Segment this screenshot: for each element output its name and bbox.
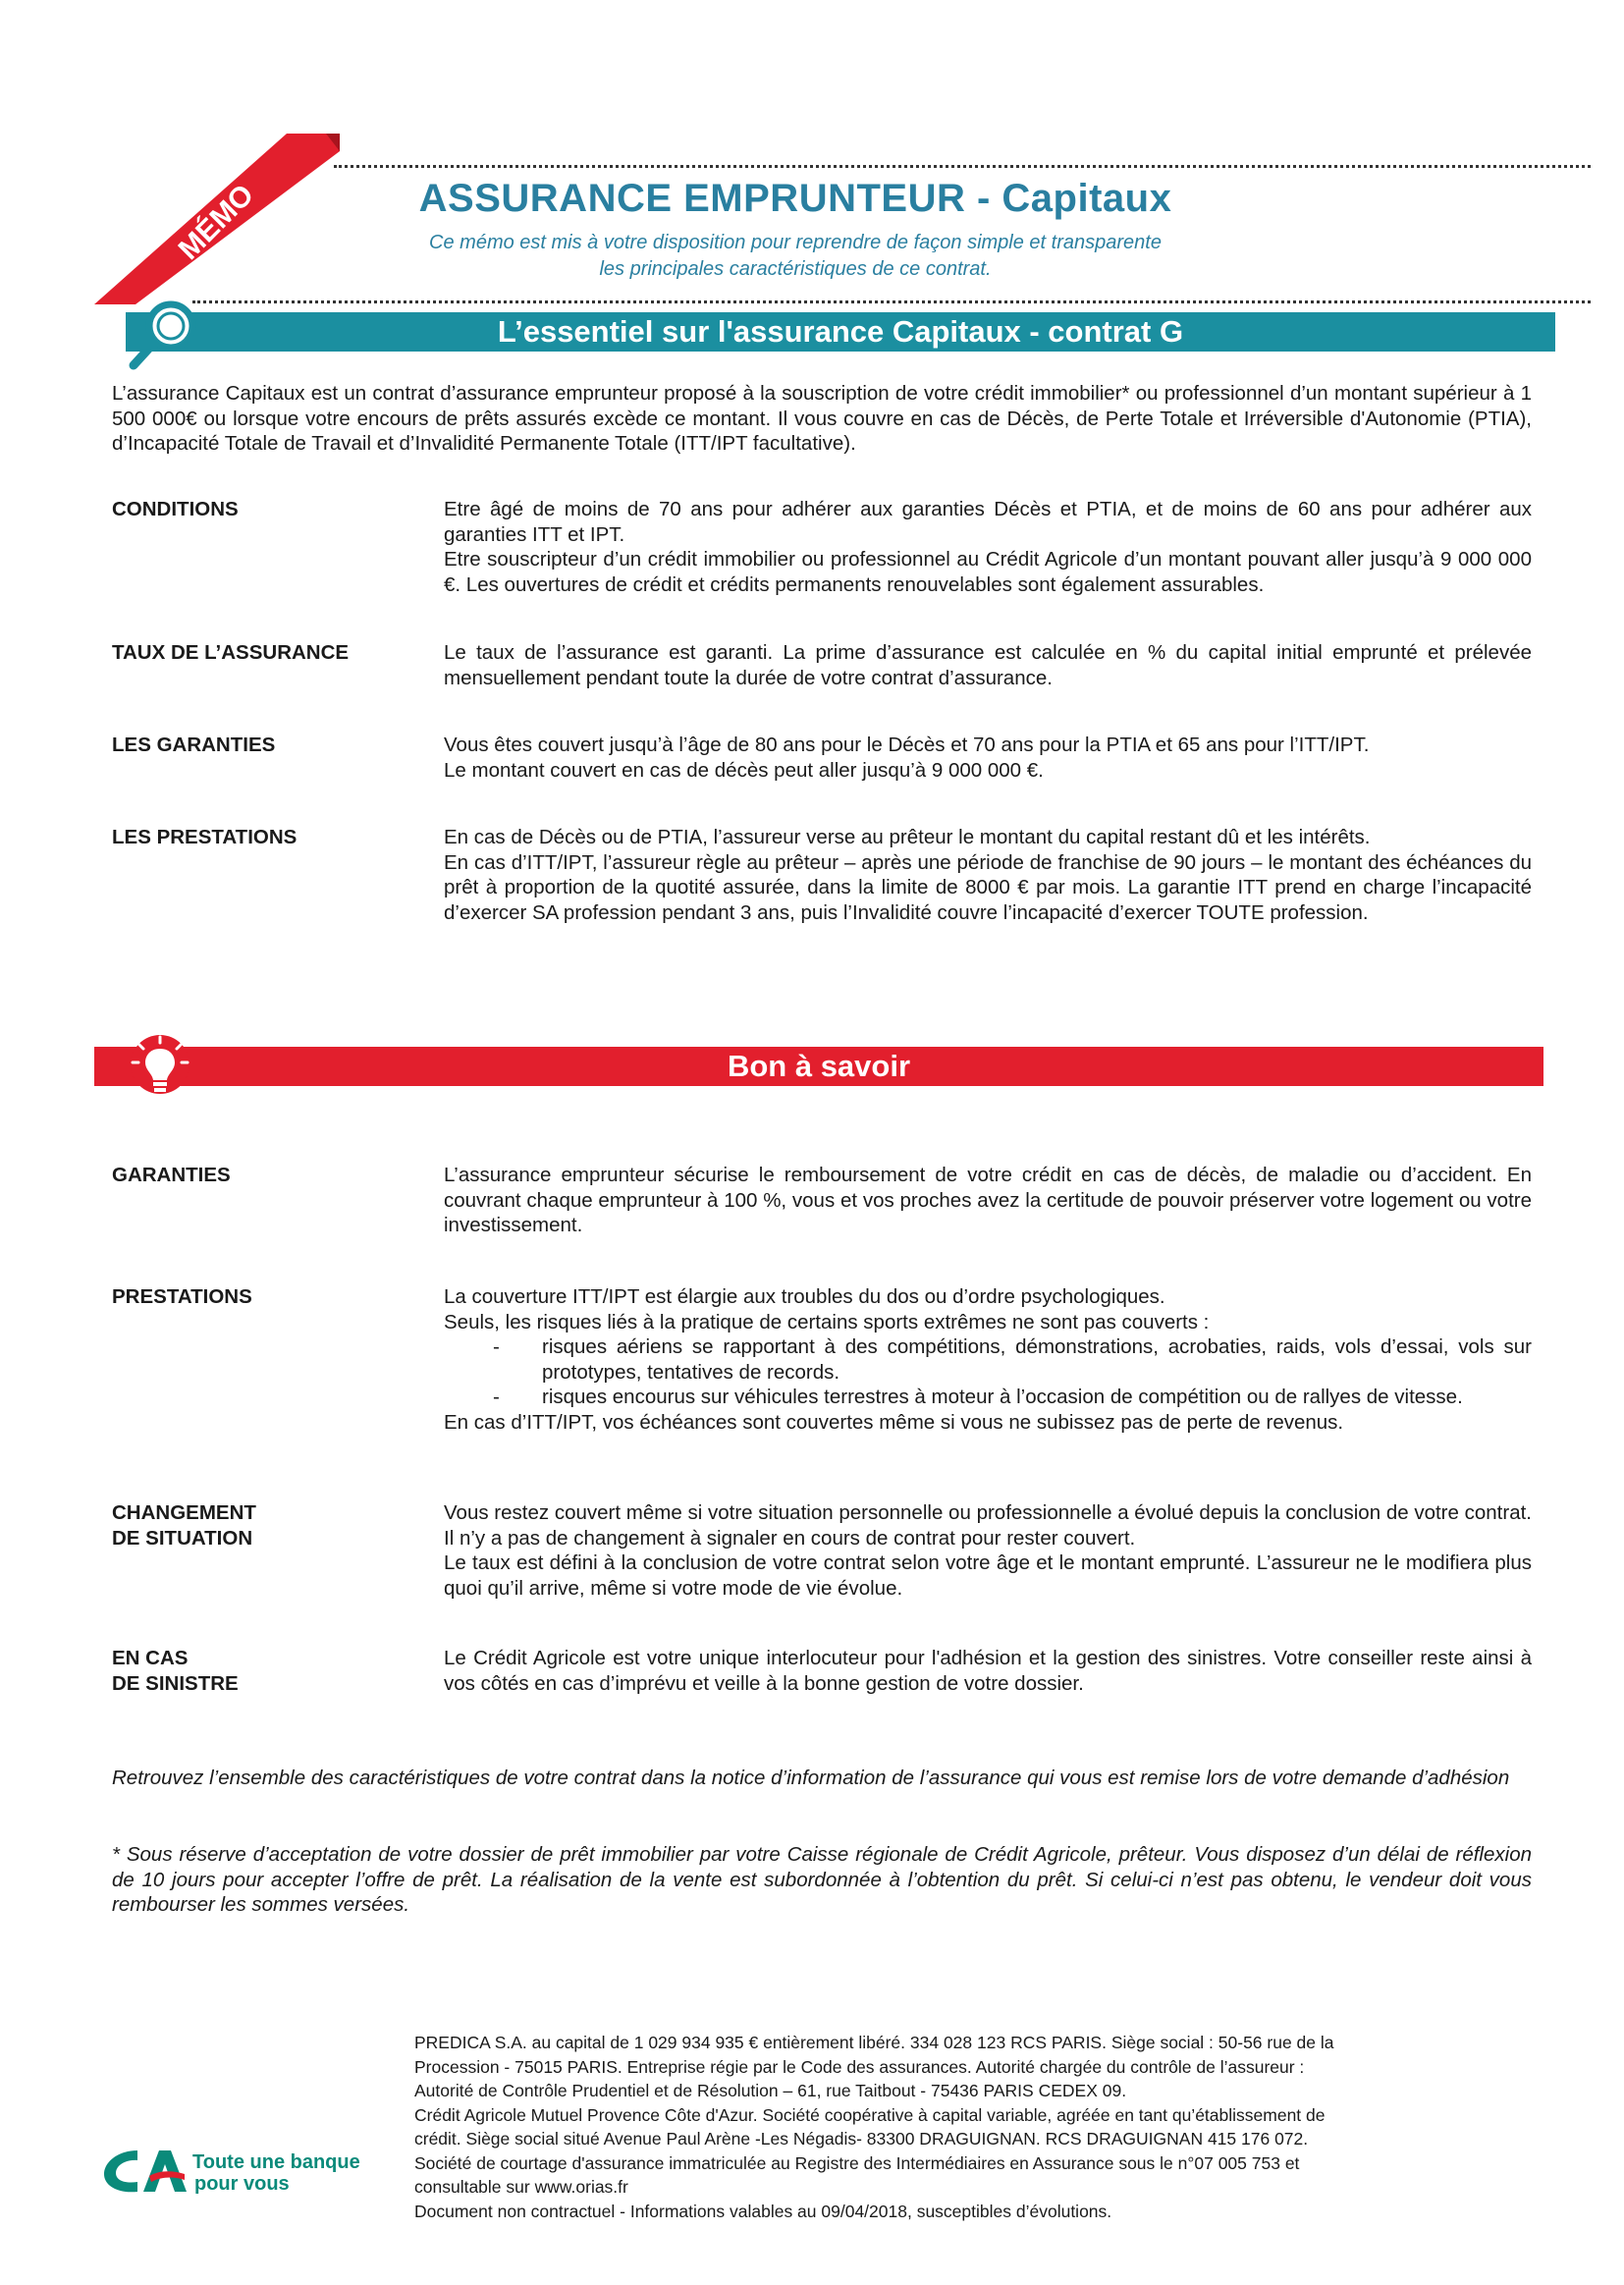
changement-line: Le taux est défini à la conclusion de votre contrat selon votre âge et le montant emprunté. L’assureur ne le modifiera plus quoi qu’il arrive, même si votre mode de vie évolue.: [444, 1551, 1532, 1600]
loan-reserve-note: * Sous réserve d’acceptation de votre dossier de prêt immobilier par votre Caisse régionale de Crédit Agricole, prêteur. Vous disposez d’un délai de réflexion de 10 jours pour accepter l’offre de prêt. La réalisation de la vente est subordonnée à l’obtention du prêt. Si celui-ci n’est pas obtenu, le vendeur doit vous rembourser les sommes versées.: [112, 1843, 1532, 1916]
bullet-dash: -: [493, 1335, 500, 1358]
label-line: DE SINISTRE: [112, 1671, 239, 1695]
bullet-text: risques aériens se rapportant à des compétitions, démonstrations, acrobaties, raids, vols d’essai, vols sur prototypes, tentatives de records.: [542, 1335, 1532, 1384]
conditions-line: Etre âgé de moins de 70 ans pour adhérer aux garanties Décès et PTIA, et de moins de 60 ans pour adhérer aux garanties ITT et IPT.: [444, 498, 1532, 546]
memo-ribbon: [94, 132, 340, 308]
memo-ribbon-label: MÉMO: [172, 178, 260, 266]
row-value-sinistre: Le Crédit Agricole est votre unique interlocuteur pour l'adhésion et la gestion des sinistres. Votre conseiller reste ainsi à vos côtés en cas d’imprévu et veille à la bonne gestion de votre dossier.: [444, 1647, 1532, 1695]
row-label-sinistre: [112, 1646, 239, 1696]
row-label-conditions: CONDITIONS: [112, 498, 239, 520]
list-item: [444, 1334, 1532, 1385]
prestations-text: Seuls, les risques liés à la pratique de certains sports extrêmes ne sont pas couverts :: [444, 1310, 1210, 1333]
row-label-garanties: LES GARANTIES: [112, 734, 276, 756]
bon-a-savoir-heading: Bon à savoir: [94, 1047, 1543, 1086]
row-label-changement: [112, 1500, 256, 1551]
essentiel-section-heading: L’essentiel sur l'assurance Capitaux - contrat G: [126, 312, 1555, 352]
row-label-taux: TAUX DE L’ASSURANCE: [112, 641, 350, 664]
footer-line: Procession - 75015 PARIS. Entreprise régie par le Code des assurances. Autorité chargée du contrôle de l’assureur :: [414, 2056, 1305, 2077]
page-title: ASSURANCE EMPRUNTEUR - Capitaux: [418, 177, 1172, 220]
footer-line: PREDICA S.A. au capital de 1 029 934 935 € entièrement libéré. 334 028 123 RCS PARIS. Siège social : 50-56 rue de la: [414, 2033, 1334, 2052]
garanties-line: Le montant couvert en cas de décès peut aller jusqu’à 9 000 000 €.: [444, 758, 1044, 782]
row-value-bas-prestations: [444, 1284, 1532, 1435]
prestations-line: En cas d’ITT/IPT, l’assureur règle au prêteur – après une période de franchise de 90 jours – le montant des échéances du prêt à proportion de la quotité assurée, dans la limite de 8000 € par mois. La garantie ITT prend en charge l’incapacité d’exercer SA profession pendant 3 ans, puis l’Invalidité couvre l’incapacité d’exercer TOUTE profession.: [444, 850, 1532, 924]
legal-footer: [414, 2031, 1445, 2223]
row-label-prestations: LES PRESTATIONS: [112, 826, 298, 848]
row-value-taux: [444, 640, 1532, 690]
footer-line: Autorité de Contrôle Prudentiel et de Résolution – 61, rue Taitbout - 75436 PARIS CEDEX 09.: [414, 2081, 1127, 2100]
label-line: CHANGEMENT: [112, 1501, 256, 1524]
bullet-dash: -: [493, 1386, 500, 1408]
footer-line: Société de courtage d'assurance immatriculée au Registre des Intermédiaires en Assurance sous le n°07 005 753 et: [414, 2152, 1300, 2173]
list-item: [444, 1385, 1532, 1410]
essentiel-intro: L’assurance Capitaux est un contrat d’assurance emprunteur proposé à la souscription de votre crédit immobilier* ou professionnel d’un montant supérieur à 1 500 000€ ou lorsque votre encours de prêts assurés excède ce montant. Il vous couvre en cas de Décès, de Perte Totale et Irréversible d'Autonomie (PTIA), d’Incapacité Totale de Travail et d’Invalidité Permanente Totale (ITT/IPT facultative).: [112, 382, 1532, 455]
logo-tagline: pour vous: [194, 2173, 290, 2195]
header-dotted-rule: [192, 300, 1591, 303]
lightbulb-icon: [116, 1021, 204, 1110]
prestations-line: En cas de Décès ou de PTIA, l’assureur verse au prêteur le montant du capital restant dû et les intérêts.: [444, 826, 1371, 848]
taux-line: Le taux de l’assurance est garanti. La prime d’assurance est calculée en % du capital initial emprunté et prélevée mensuellement pendant toute la durée de votre contrat d’assurance.: [444, 641, 1532, 689]
subtitle-line: les principales caractéristiques de ce contrat.: [599, 258, 992, 280]
notice-reference-note: Retrouvez l’ensemble des caractéristiques de votre contrat dans la notice d’information de l’assurance qui vous est remise lors de votre demande d’adhésion: [112, 1767, 1510, 1789]
prestations-text: La couverture ITT/IPT est élargie aux troubles du dos ou d’ordre psychologiques.: [444, 1285, 1165, 1308]
label-line: EN CAS: [112, 1647, 189, 1669]
row-label-bas-garanties: GARANTIES: [112, 1164, 231, 1186]
row-value-garanties: [444, 733, 1532, 783]
footer-line: crédit. Siège social situé Avenue Paul Arène -Les Négadis- 83300 DRAGUIGNAN. RCS DRAGUIGNAN 415 176 072.: [414, 2129, 1309, 2149]
prestations-text: En cas d’ITT/IPT, vos échéances sont couvertes même si vous ne subissez pas de perte de revenus.: [444, 1410, 1344, 1434]
top-dotted-rule: [334, 165, 1591, 168]
bullet-text: risques encourus sur véhicules terrestres à moteur à l’occasion de compétition ou de rallyes de vitesse.: [542, 1386, 1463, 1408]
footer-line: consultable sur www.orias.fr: [414, 2177, 628, 2197]
excluded-risks-list: [444, 1334, 1532, 1410]
footer-line: Document non contractuel - Informations valables au 09/04/2018, susceptibles d’évolutions.: [414, 2201, 1112, 2221]
subtitle-line: Ce mémo est mis à votre disposition pour reprendre de façon simple et transparente: [429, 232, 1162, 253]
row-value-bas-garanties: L’assurance emprunteur sécurise le remboursement de votre crédit en cas de décès, de maladie ou d’accident. En couvrant chaque emprunteur à 100 %, vous et vos proches avez la certitude de pouvoir préserver votre logement ou votre investissement.: [444, 1164, 1532, 1236]
row-label-bas-prestations: PRESTATIONS: [112, 1285, 252, 1308]
logo-tagline: Toute une banque: [192, 2151, 360, 2173]
magnifier-icon: [122, 295, 210, 373]
row-value-changement: [444, 1500, 1532, 1601]
label-line: DE SITUATION: [112, 1526, 253, 1550]
row-value-prestations: [444, 825, 1532, 925]
page-subtitle: [324, 230, 1267, 283]
conditions-line: Etre souscripteur d’un crédit immobilier ou professionnel au Crédit Agricole d’un montant pouvant aller jusqu’à 9 000 000 €. Les ouvertures de crédit et crédits permanents renouvelables sont également assurables.: [444, 548, 1532, 596]
changement-line: Vous restez couvert même si votre situation personnelle ou professionnelle a évolué depuis la conclusion de votre contrat. Il n’y a pas de changement à signaler en cours de contrat pour rester couvert.: [444, 1501, 1532, 1550]
row-value-conditions: [444, 497, 1532, 597]
garanties-line: Vous êtes couvert jusqu’à l’âge de 80 ans pour le Décès et 70 ans pour la PTIA et 65 ans pour l’ITT/IPT.: [444, 734, 1370, 756]
credit-agricole-logo: [98, 2141, 393, 2200]
footer-line: Crédit Agricole Mutuel Provence Côte d'Azur. Société coopérative à capital variable, agréée en tant qu’établissement de: [414, 2104, 1326, 2125]
